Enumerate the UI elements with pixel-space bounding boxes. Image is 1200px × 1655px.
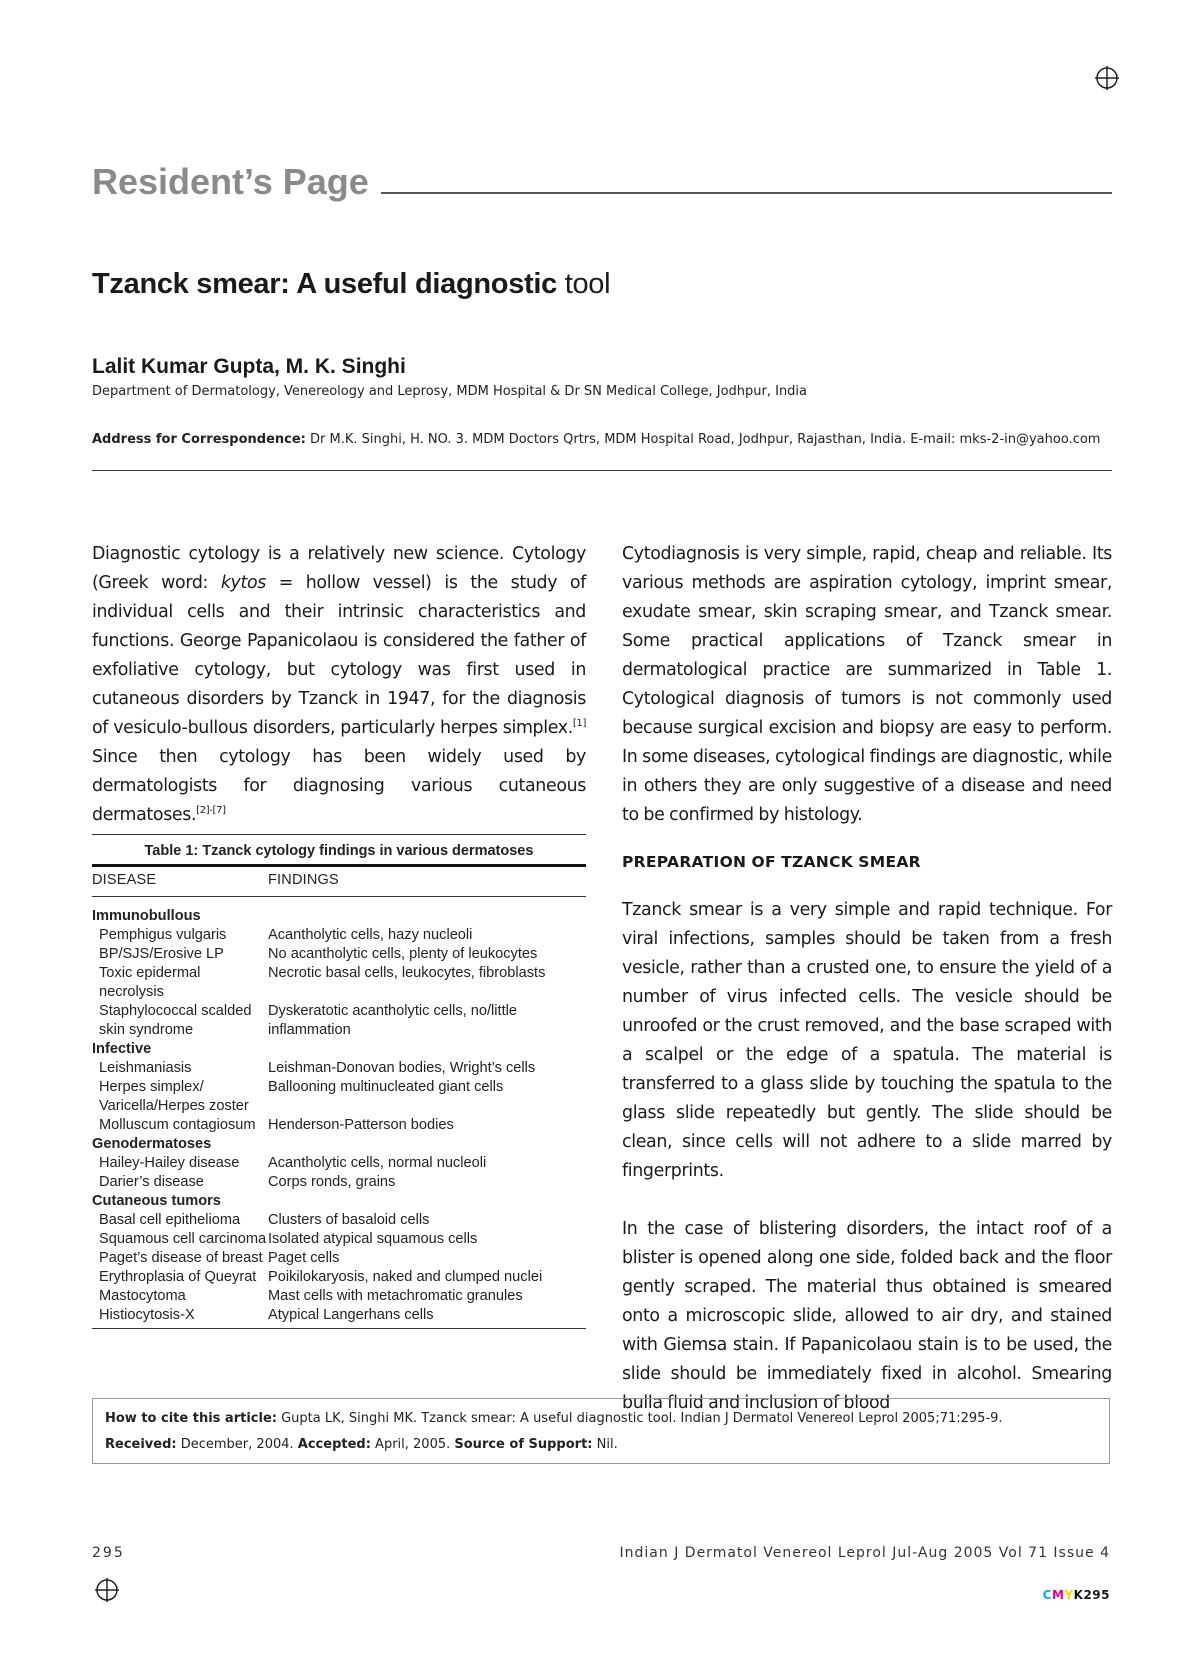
page-number: 295 <box>92 1545 125 1561</box>
table-bottom-rule <box>92 1328 586 1329</box>
findings-cell: Necrotic basal cells, leukocytes, fibroblasts <box>268 965 546 981</box>
accepted-label: Accepted: <box>297 1437 371 1452</box>
table-row <box>92 964 586 1002</box>
section-header <box>92 150 1112 200</box>
text-run: Since then cytology has been widely used by dermatologists for diagnosing various cutaneous dermatoses. <box>92 747 586 825</box>
section-header-label: Resident’s Page <box>92 161 369 202</box>
table-header <box>92 867 586 897</box>
findings-cell: Acantholytic cells, hazy nucleoli <box>268 927 473 943</box>
table-row <box>92 1249 586 1268</box>
paragraph-gap <box>622 1186 1112 1215</box>
table-group-heading: Genodermatoses <box>92 1136 212 1152</box>
header-divider <box>92 470 1112 471</box>
cmyk-m: M <box>1051 1588 1065 1602</box>
accepted-date: April, 2005. <box>370 1437 455 1452</box>
findings-cell: Henderson-Patterson bodies <box>268 1117 454 1133</box>
cmyk-c: C <box>1042 1588 1052 1602</box>
findings-cell: Ballooning multinucleated giant cells <box>268 1079 504 1095</box>
findings-cell: Corps ronds, grains <box>268 1174 396 1190</box>
greek-word: kytos <box>220 573 266 593</box>
disease-cell: Paget’s disease of breast <box>99 1250 263 1266</box>
findings-cell: No acantholytic cells, plenty of leukocytes <box>268 946 538 962</box>
table-row <box>92 1287 586 1306</box>
table-row <box>92 1268 586 1287</box>
findings-cell: Leishman-Donovan bodies, Wright’s cells <box>268 1060 536 1076</box>
table-row <box>92 1078 586 1116</box>
table-1 <box>92 834 586 1329</box>
table-row <box>92 1116 586 1135</box>
citation-box <box>92 1398 1110 1464</box>
cmyk-mark <box>1043 1588 1110 1602</box>
column-header-findings: FINDINGS <box>268 872 339 888</box>
citation-ref[interactable]: [2]-[7] <box>196 805 226 816</box>
findings-cell: Dyskeratotic acantholytic cells, no/little inflammation <box>268 1003 518 1038</box>
affiliation: Department of Dermatology, Venereology and Leprosy, MDM Hospital & Dr SN Medical College, Jodhpur, India <box>92 384 808 399</box>
correspondence-label: Address for Correspondence: <box>92 432 306 447</box>
section-subheading: PREPARATION OF TZANCK SMEAR <box>622 853 921 871</box>
citation-ref[interactable]: [1] <box>572 718 586 729</box>
received-label: Received: <box>105 1437 177 1452</box>
cytodiagnosis-paragraph: Cytodiagnosis is very simple, rapid, cheap and reliable. Its various methods are aspiration cytology, imprint smear, exudate smear, skin scraping smear, and Tzanck smear. Some practical applications of Tzanck smear in dermatological practice are summarized in Table 1. Cytological diagnosis of tumors is not commonly used because surgical excision and biopsy are easy to perform. In some diseases, cytological findings are diagnostic, while in others they are only suggestive of a disease and need to be confirmed by histology. <box>622 544 1112 825</box>
cmyk-k: K <box>1073 1588 1084 1602</box>
right-column <box>622 540 1112 1418</box>
disease-cell: Pemphigus vulgaris <box>99 927 227 943</box>
article-title-bold: Tzanck smear: A useful diagnostic <box>92 268 557 300</box>
table-body <box>92 897 586 1325</box>
table-row <box>92 926 586 945</box>
table-row <box>92 1002 586 1040</box>
disease-cell: Erythroplasia of Queyrat <box>99 1269 257 1285</box>
left-column <box>92 540 586 830</box>
disease-cell: Staphylococcal scalded skin syndrome <box>99 1003 252 1038</box>
table-row <box>92 945 586 964</box>
findings-cell: Acantholytic cells, normal nucleoli <box>268 1155 487 1171</box>
disease-cell: Squamous cell carcinoma <box>99 1231 267 1247</box>
findings-cell: Clusters of basaloid cells <box>268 1212 430 1228</box>
received-line <box>105 1432 1097 1458</box>
crop-mark-icon <box>92 1575 122 1605</box>
disease-cell: Hailey-Hailey disease <box>99 1155 240 1171</box>
correspondence-address <box>92 430 1102 449</box>
disease-cell: Leishmaniasis <box>99 1060 192 1076</box>
text-run: = hollow vessel) is the study of individual cells and their intrinsic characteristics and functions. George Papanicolaou is considered the father of exfoliative cytology, but cytology was first used in cutaneous disorders by Tzanck in 1947, for the diagnosis of vesiculo-bullous disorders, particularly herpes simplex. <box>92 573 586 738</box>
disease-cell: Darier’s disease <box>99 1174 204 1190</box>
disease-cell: Basal cell epithelioma <box>99 1212 241 1228</box>
cmyk-y: Y <box>1064 1588 1074 1602</box>
findings-cell: Mast cells with metachromatic granules <box>268 1288 523 1304</box>
table-row <box>92 1306 586 1325</box>
correspondence-text: Dr M.K. Singhi, H. NO. 3. MDM Doctors Qrtrs, MDM Hospital Road, Jodhpur, Rajasthan, India. E-mail: mks-2-in@yahoo.com <box>305 432 1101 447</box>
section-header-rule <box>381 192 1112 194</box>
table-row <box>92 1211 586 1230</box>
disease-cell: Toxic epidermal necrolysis <box>99 965 201 1000</box>
disease-cell: Herpes simplex/ Varicella/Herpes zoster <box>99 1079 249 1114</box>
table-row <box>92 1059 586 1078</box>
disease-cell: Histiocytosis-X <box>99 1307 195 1323</box>
support-label: Source of Support: <box>454 1437 593 1452</box>
findings-cell: Poikilokaryosis, naked and clumped nuclei <box>268 1269 543 1285</box>
table-group-heading: Infective <box>92 1041 152 1057</box>
crop-mark-icon <box>1092 63 1122 93</box>
technique-paragraph: Tzanck smear is a very simple and rapid technique. For viral infections, samples should be taken from a fresh vesicle, rather than a crusted one, to ensure the yield of a number of virus infected cells. The vesicle should be unroofed or the crust removed, and the base scraped with a scalpel or the edge of a spatula. The material is transferred to a glass slide by touching the spatula to the glass slide repeatedly but gently. The slide should be clean, since cells will not adhere to a slide marred by fingerprints. <box>622 900 1112 1181</box>
text-run: Diagnostic cytology is a relatively new science. Cytology (Greek word: <box>92 544 586 593</box>
findings-cell: Paget cells <box>268 1250 340 1266</box>
cite-label: How to cite this article: <box>105 1411 277 1426</box>
table-group-heading: Cutaneous tumors <box>92 1193 221 1209</box>
disease-cell: Mastocytoma <box>99 1288 186 1304</box>
how-to-cite <box>105 1406 1097 1432</box>
authors: Lalit Kumar Gupta, M. K. Singhi <box>92 355 406 378</box>
blister-paragraph: In the case of blistering disorders, the intact roof of a blister is opened along one side, folded back and the floor gently scraped. The material thus obtained is smeared onto a microscopic slide, allowed to air dry, and stained with Giemsa stain. If Papanicolaou stain is to be used, the slide should be immediately fixed in alcohol. Smearing bulla fluid and inclusion of blood <box>622 1219 1112 1413</box>
intro-paragraph <box>92 540 586 830</box>
findings-cell: Atypical Langerhans cells <box>268 1307 434 1323</box>
table-row <box>92 1230 586 1249</box>
findings-cell: Isolated atypical squamous cells <box>268 1231 478 1247</box>
disease-cell: BP/SJS/Erosive LP <box>99 946 224 962</box>
cmyk-page: 295 <box>1083 1588 1110 1602</box>
article-title <box>92 268 610 301</box>
disease-cell: Molluscum contagiosum <box>99 1117 256 1133</box>
support-value: Nil. <box>592 1437 618 1452</box>
column-header-disease: DISEASE <box>92 872 157 888</box>
table-group-heading: Immunobullous <box>92 908 201 924</box>
article-title-light: tool <box>556 268 611 300</box>
cite-text: Gupta LK, Singhi MK. Tzanck smear: A useful diagnostic tool. Indian J Dermatol Venereol Leprol 2005;71:295-9. <box>276 1411 1003 1426</box>
table-caption: Table 1: Tzanck cytology findings in various dermatoses <box>144 843 534 859</box>
table-row <box>92 1173 586 1192</box>
received-date: December, 2004. <box>176 1437 298 1452</box>
table-row <box>92 1154 586 1173</box>
journal-footer: Indian J Dermatol Venereol Leprol Jul-Aug 2005 Vol 71 Issue 4 <box>619 1545 1110 1561</box>
